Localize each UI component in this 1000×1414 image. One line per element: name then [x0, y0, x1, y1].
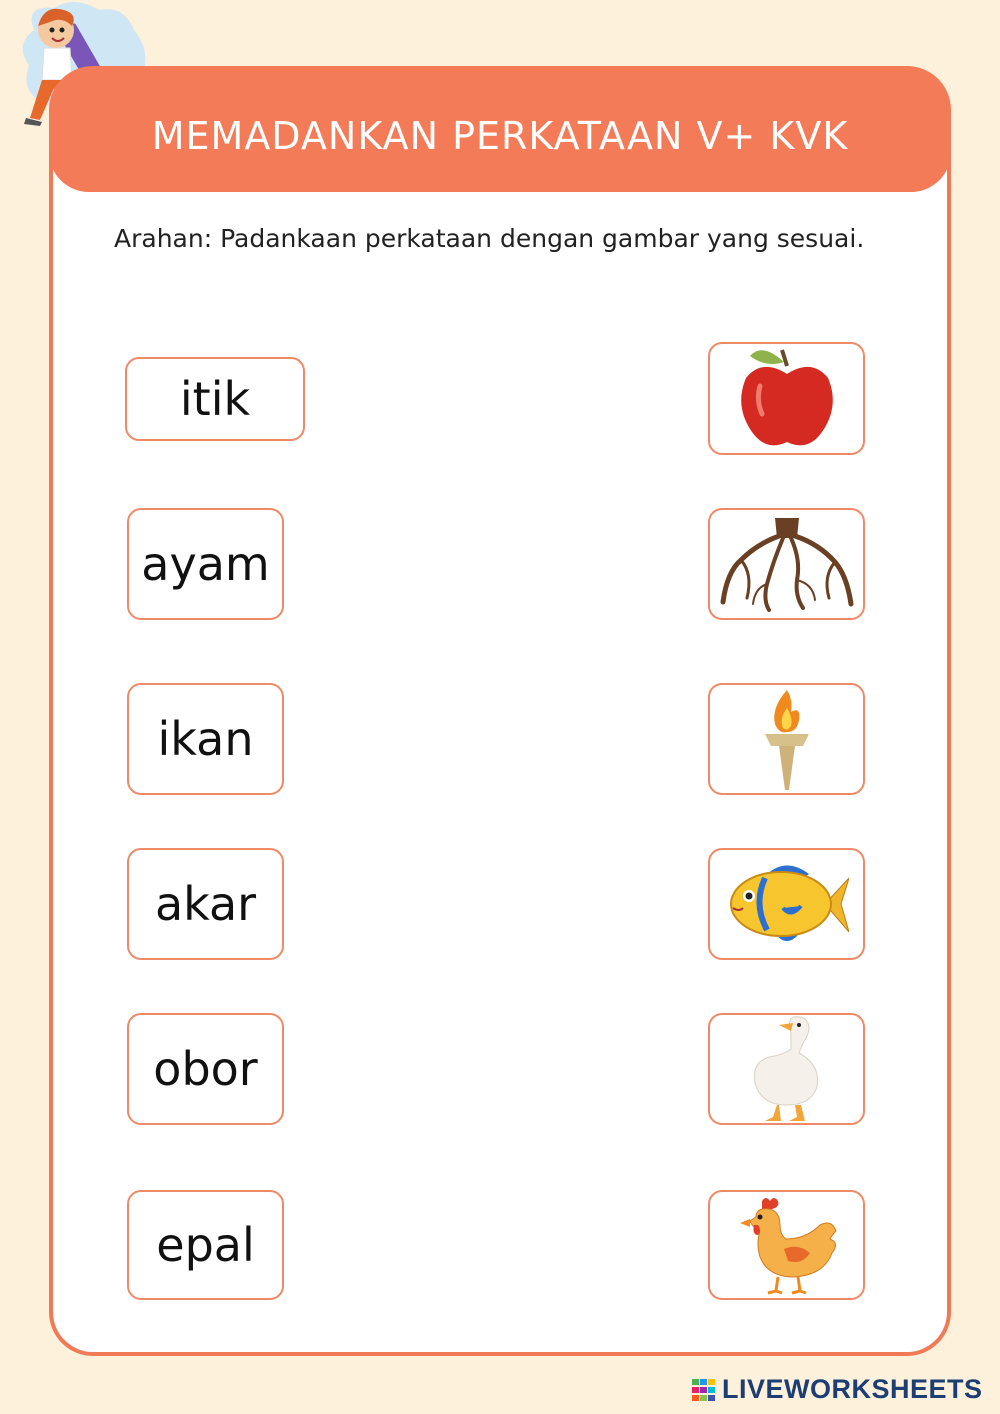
word-box-itik[interactable]: itik — [125, 357, 305, 441]
word-box-ayam[interactable]: ayam — [127, 508, 284, 620]
footer-brand[interactable] — [692, 1374, 983, 1405]
apple-image — [732, 344, 842, 454]
fish-image — [725, 856, 849, 952]
torch-image — [757, 686, 817, 792]
duck-image — [747, 1013, 827, 1125]
word-box-epal[interactable]: epal — [127, 1190, 284, 1300]
picture-box-torch[interactable] — [708, 683, 865, 795]
picture-box-apple[interactable] — [708, 342, 865, 455]
word-box-akar[interactable]: akar — [127, 848, 284, 960]
hen-image — [732, 1195, 842, 1295]
picture-box-duck[interactable] — [708, 1013, 865, 1125]
picture-box-hen[interactable] — [708, 1190, 865, 1300]
picture-box-root[interactable] — [708, 508, 865, 620]
liveworksheets-logo-icon — [692, 1379, 716, 1401]
footer-brand-text: LIVEWORKSHEETS — [722, 1374, 983, 1404]
word-box-obor[interactable]: obor — [127, 1013, 284, 1125]
instruction-text: Arahan: Padankaan perkataan dengan gambar yang sesuai. — [114, 224, 865, 253]
word-box-ikan[interactable]: ikan — [127, 683, 284, 795]
page-title: MEMADANKAN PERKATAAN V+ KVK — [151, 114, 849, 158]
root-image — [717, 514, 857, 614]
picture-box-fish[interactable] — [708, 848, 865, 960]
